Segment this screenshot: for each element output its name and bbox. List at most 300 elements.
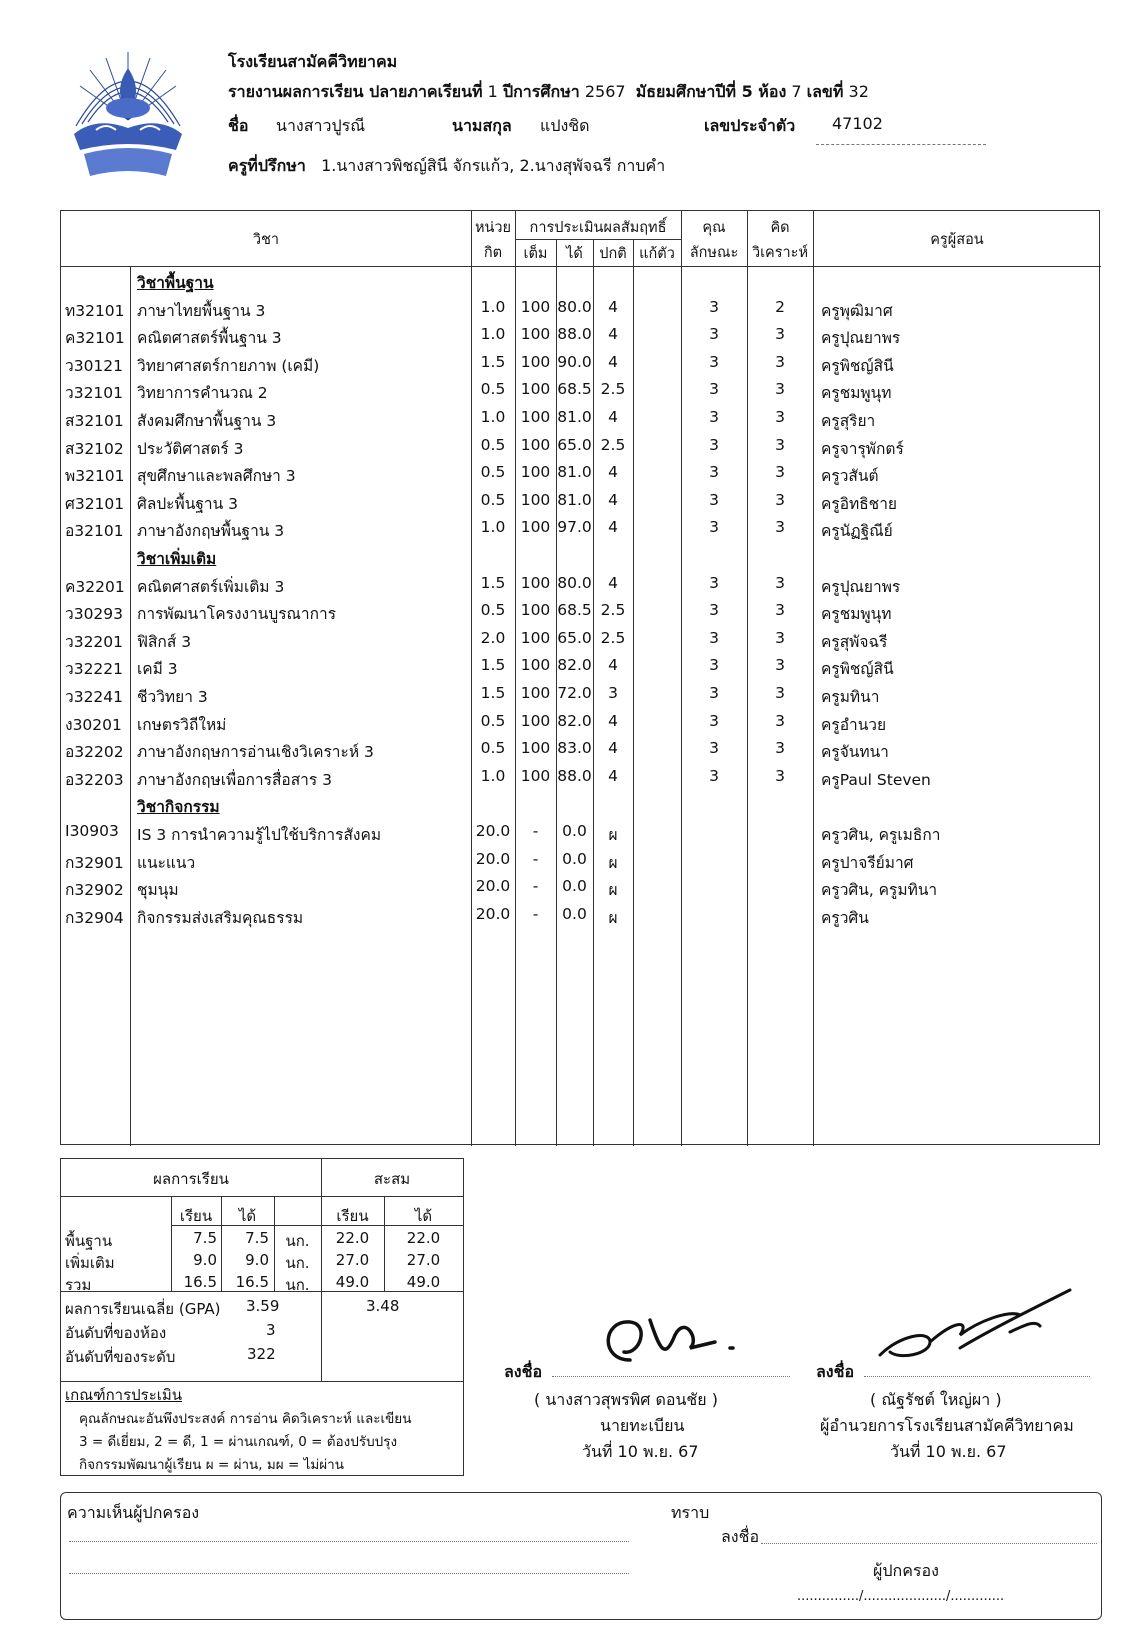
cell-full: 100 — [520, 684, 551, 702]
cell-char: 3 — [709, 490, 719, 509]
student-id-label: เลขประจำตัว — [704, 116, 796, 135]
cell-grade: ผ — [608, 908, 618, 927]
table-row — [61, 295, 1101, 323]
table-row — [61, 377, 1101, 405]
registrar-title: นายทะเบียน — [600, 1416, 685, 1435]
cell-name: ฟิสิกส์ 3 — [137, 632, 192, 651]
summary-got-header: ได้ — [238, 1207, 257, 1225]
name-label: ชื่อ — [228, 116, 249, 135]
cell-grade: 4 — [608, 490, 618, 509]
criteria-line-3: กิจกรรมพัฒนาผู้เรียน ผ = ผ่าน, มผ = ไม่ผ่าน — [79, 1457, 344, 1473]
cell-full: 100 — [520, 297, 551, 316]
parent-sign-label: ลงชื่อ — [721, 1527, 760, 1546]
table-row — [61, 681, 1101, 709]
table-row — [61, 626, 1101, 654]
table-row — [61, 847, 1101, 875]
id-dotted-line — [816, 144, 986, 145]
col-got: ได้ — [566, 246, 583, 262]
cell-got: 90.0 — [557, 352, 592, 371]
cell-code: ก32902 — [65, 881, 124, 900]
cell-char: 3 — [709, 739, 719, 758]
cell-grade: 4 — [608, 518, 618, 537]
advisor-line — [228, 154, 665, 179]
cell-unit: 0.5 — [480, 435, 506, 454]
cell-unit: 1.0 — [480, 518, 506, 537]
criteria-line-1: คุณลักษณะอันพึงประสงค์ การอ่าน คิดวิเคราะห์ และเขียน — [79, 1411, 412, 1427]
cell-unit: 0.5 — [480, 490, 506, 509]
cell-code: ก32901 — [65, 853, 124, 872]
cell-grade: 2.5 — [600, 628, 626, 647]
table-row — [61, 653, 1101, 681]
report-year: 2567 — [584, 82, 626, 101]
cell-teacher: ครูพิชญ์สินี — [821, 356, 894, 375]
cell-got: 82.0 — [557, 656, 592, 675]
table-row — [61, 874, 1101, 902]
summary-acc-got: 49.0 — [406, 1273, 441, 1291]
director-signature — [860, 1280, 1080, 1380]
cell-think: 3 — [775, 518, 785, 537]
cell-char: 3 — [709, 463, 719, 482]
summary-result-header: ผลการเรียน — [153, 1170, 229, 1188]
parent-comment-line-1[interactable] — [69, 1541, 629, 1542]
cell-char: 3 — [709, 325, 719, 344]
cell-name: คณิตศาสตร์เพิ่มเติม 3 — [137, 577, 285, 596]
cell-code: อ32203 — [65, 770, 124, 789]
criteria-line-2: 3 = ดีเยี่ยม, 2 = ดี, 1 = ผ่านเกณฑ์, 0 = ต้องปรับปรุง — [79, 1434, 398, 1450]
cell-name: IS 3 การนำความรู้ไปใช้บริการสังคม — [137, 826, 382, 844]
cell-char: 3 — [709, 601, 719, 620]
report-room: 7 — [791, 82, 802, 101]
table-row — [61, 515, 1101, 543]
gpa-label: ผลการเรียนเฉลี่ย (GPA) — [65, 1300, 221, 1318]
cell-char: 3 — [709, 380, 719, 399]
cell-full: 100 — [520, 463, 551, 482]
cell-full: 100 — [520, 656, 551, 675]
cell-unit: 1.0 — [480, 766, 506, 785]
cell-think: 2 — [775, 297, 785, 316]
cell-think: 3 — [775, 463, 785, 482]
cell-teacher: ครูสุริยา — [821, 412, 876, 430]
rank-level-label: อันดับที่ของระดับ — [65, 1348, 176, 1366]
registrar-signature — [590, 1300, 760, 1380]
gpa-accum-value: 3.48 — [366, 1297, 400, 1315]
table-row — [61, 405, 1101, 433]
cell-grade: ผ — [608, 826, 618, 844]
cell-got: 0.0 — [562, 822, 587, 840]
summary-got: 7.5 — [245, 1229, 269, 1247]
cell-think: 3 — [775, 711, 785, 730]
summary-label: รวม — [65, 1276, 92, 1294]
cell-char: 3 — [709, 684, 719, 702]
cell-char: 3 — [709, 656, 719, 675]
summary-acc-study: 49.0 — [335, 1273, 370, 1291]
cell-teacher: ครูอิทธิชาย — [821, 494, 897, 513]
cell-teacher: ครูวศิน, ครูมทินา — [821, 881, 938, 900]
cell-grade: 3 — [608, 684, 618, 702]
cell-full: - — [532, 849, 539, 868]
summary-acc-study-header: เรียน — [336, 1207, 369, 1225]
cell-teacher: ครูจันทนา — [821, 743, 889, 762]
cell-got: 81.0 — [557, 490, 592, 509]
cell-full: 100 — [520, 435, 551, 454]
school-logo — [66, 46, 190, 186]
cell-think: 3 — [775, 325, 785, 344]
rank-level-value: 322 — [247, 1345, 276, 1363]
summary-label: เพิ่มเติม — [65, 1254, 115, 1272]
cell-name: เคมี 3 — [137, 660, 178, 679]
cell-unit: 20.0 — [475, 822, 511, 840]
cell-think: 3 — [775, 601, 785, 620]
cell-teacher: ครูวศิน — [821, 908, 869, 927]
cell-char: 3 — [709, 435, 719, 454]
section-header — [61, 543, 1101, 571]
parent-ack-label: ทราบ — [671, 1503, 710, 1522]
cell-got: 0.0 — [562, 904, 587, 923]
summary-label: พื้นฐาน — [65, 1232, 113, 1250]
summary-unit: นก. — [285, 1254, 310, 1272]
col-think-2: วิเคราะห์ — [751, 245, 809, 261]
cell-unit: 1.5 — [480, 656, 506, 675]
summary-got: 9.0 — [245, 1251, 269, 1269]
cell-got: 80.0 — [557, 573, 592, 592]
table-row — [61, 598, 1101, 626]
table-row — [61, 488, 1101, 516]
cell-name: วิทยาการคำนวณ 2 — [137, 384, 268, 403]
student-id: 47102 — [832, 114, 883, 133]
registrar-date: วันที่ 10 พ.ย. 67 — [582, 1442, 699, 1461]
student-name: นางสาวปูรณี — [276, 116, 366, 135]
no-label: เลขที่ — [806, 82, 844, 101]
parent-comment-box — [60, 1492, 1102, 1620]
cell-grade: 2.5 — [600, 435, 626, 454]
parent-label: ผู้ปกครอง — [873, 1561, 939, 1580]
parent-comment-line-2[interactable] — [69, 1573, 629, 1574]
table-row — [61, 764, 1101, 792]
cell-grade: 4 — [608, 739, 618, 758]
cell-code: ค32201 — [65, 577, 125, 596]
cell-unit: 0.5 — [480, 601, 506, 620]
director-title: ผู้อำนวยการโรงเรียนสามัคคีวิทยาคม — [820, 1416, 1074, 1435]
table-row — [61, 322, 1101, 350]
cell-full: 100 — [520, 408, 551, 426]
cell-unit: 0.5 — [480, 739, 506, 758]
cell-got: 81.0 — [557, 463, 592, 482]
cell-got: 72.0 — [557, 684, 592, 702]
cell-grade: ผ — [608, 881, 618, 900]
cell-name: ประวัติศาสตร์ 3 — [137, 439, 244, 458]
cell-grade: 4 — [608, 297, 618, 316]
cell-think: 3 — [775, 684, 785, 702]
director-sign-label: ลงชื่อ — [816, 1362, 855, 1381]
cell-code: ว32221 — [65, 660, 124, 679]
cell-full: 100 — [520, 325, 551, 344]
report-no: 32 — [848, 82, 869, 101]
col-full: เต็ม — [523, 246, 548, 262]
cell-grade: 4 — [608, 463, 618, 482]
cell-think: 3 — [775, 573, 785, 592]
rank-room-value: 3 — [266, 1321, 276, 1339]
summary-acc-got: 27.0 — [406, 1251, 441, 1269]
school-name: โรงเรียนสามัคคีวิทยาคม — [228, 52, 398, 71]
cell-unit: 0.5 — [480, 380, 506, 399]
summary-acc-study: 22.0 — [335, 1229, 370, 1247]
col-unit-1: หน่วย — [474, 220, 512, 236]
cell-teacher: ครูปาจรีย์มาศ — [821, 853, 914, 872]
cell-full: 100 — [520, 739, 551, 758]
cell-name: กิจกรรมส่งเสริมคุณธรรม — [137, 908, 304, 927]
cell-think: 3 — [775, 408, 785, 426]
cell-grade: 2.5 — [600, 601, 626, 620]
cell-got: 65.0 — [557, 628, 592, 647]
cell-code: พ32101 — [65, 467, 125, 486]
cell-teacher: ครูจารุพักตร์ — [821, 439, 904, 458]
cell-code: ส32102 — [65, 439, 124, 458]
cell-name: สุขศึกษาและพลศึกษา 3 — [137, 467, 296, 486]
report-term: 1 — [487, 82, 498, 101]
cell-unit: 0.5 — [480, 463, 506, 482]
cell-unit: 20.0 — [475, 849, 511, 868]
table-row — [61, 571, 1101, 599]
cell-full: - — [532, 877, 539, 896]
advisor-names: 1.นางสาวพิชญ์สินี จักรแก้ว, 2.นางสุพัจฉรี กาบคำ — [321, 156, 666, 175]
cell-got: 97.0 — [557, 518, 592, 537]
summary-study: 7.5 — [193, 1229, 217, 1247]
criteria-title: เกณฑ์การประเมิน — [65, 1386, 183, 1404]
col-normal: ปกติ — [599, 246, 627, 262]
cell-unit: 0.5 — [480, 711, 506, 730]
cell-unit: 1.5 — [480, 684, 506, 702]
cell-unit: 20.0 — [475, 904, 511, 923]
cell-code: ว32241 — [65, 688, 124, 706]
summary-study-header: เรียน — [179, 1207, 213, 1225]
cell-grade: ผ — [608, 853, 618, 872]
cell-unit: 1.0 — [480, 325, 506, 344]
cell-name: ภาษาอังกฤษเพื่อการสื่อสาร 3 — [137, 770, 332, 789]
cell-unit: 1.5 — [480, 352, 506, 371]
cell-think: 3 — [775, 352, 785, 371]
cell-code: ค32101 — [65, 329, 125, 348]
cell-got: 68.5 — [557, 601, 592, 620]
col-teacher: ครูผู้สอน — [930, 232, 984, 248]
cell-teacher: ครูพุฒิมาศ — [821, 301, 893, 320]
cell-full: 100 — [520, 628, 551, 647]
cell-code: อ32101 — [65, 522, 124, 541]
report-label: รายงานผลการเรียน ปลายภาคเรียนที่ — [228, 82, 483, 101]
cell-think: 3 — [775, 739, 785, 758]
cell-full: 100 — [520, 380, 551, 399]
summary-accum-header: สะสม — [373, 1170, 411, 1188]
cell-grade: 4 — [608, 656, 618, 675]
cell-code: ว32201 — [65, 632, 124, 651]
cell-think: 3 — [775, 628, 785, 647]
cell-code: ว30293 — [65, 605, 124, 624]
cell-grade: 2.5 — [600, 380, 626, 399]
surname-label: นามสกุล — [452, 116, 512, 135]
col-assess: การประเมินผลสัมฤทธิ์ — [529, 220, 667, 236]
cell-unit: 1.5 — [480, 573, 506, 592]
cell-name: แนะแนว — [137, 853, 196, 872]
table-row — [61, 350, 1101, 378]
cell-char: 3 — [709, 518, 719, 537]
cell-name: ภาษาอังกฤษการอ่านเชิงวิเคราะห์ 3 — [137, 743, 374, 762]
cell-think: 3 — [775, 656, 785, 675]
cell-name: ชุมนุม — [137, 881, 179, 900]
cell-full: 100 — [520, 601, 551, 620]
cell-code: ก32904 — [65, 908, 124, 927]
cell-name: ภาษาไทยพื้นฐาน 3 — [137, 301, 266, 320]
parent-comment-label: ความเห็นผู้ปกครอง — [67, 1503, 200, 1522]
cell-got: 65.0 — [557, 435, 592, 454]
summary-box — [60, 1158, 464, 1476]
summary-got: 16.5 — [235, 1273, 269, 1291]
registrar-sign-line — [552, 1376, 790, 1377]
cell-code: ส32101 — [65, 412, 124, 430]
cell-got: 0.0 — [562, 849, 587, 868]
summary-study: 9.0 — [193, 1251, 217, 1269]
cell-code: I30903 — [65, 822, 119, 840]
year-label: ปีการศึกษา — [502, 82, 580, 101]
table-row — [61, 460, 1101, 488]
cell-char: 3 — [709, 297, 719, 316]
parent-date-line: .............../..................../............. — [797, 1589, 1005, 1604]
section-header — [61, 791, 1101, 819]
cell-got: 68.5 — [557, 380, 592, 399]
cell-teacher: ครูชมพูนุท — [821, 384, 892, 403]
cell-grade: 4 — [608, 408, 618, 426]
cell-code: ท32101 — [65, 301, 125, 320]
registrar-name: ( นางสาวสุพรพิศ ดอนชัย ) — [534, 1390, 718, 1409]
summary-unit: นก. — [285, 1276, 310, 1294]
col-char-2: ลักษณะ — [689, 245, 739, 261]
cell-teacher: ครูสุพัจฉรี — [821, 632, 888, 651]
summary-unit: นก. — [285, 1232, 310, 1250]
cell-char: 3 — [709, 628, 719, 647]
cell-name: การพัฒนาโครงงานบูรณาการ — [137, 605, 337, 624]
cell-full: - — [532, 822, 539, 840]
cell-code: ง30201 — [65, 715, 122, 734]
cell-grade: 4 — [608, 573, 618, 592]
cell-teacher: ครูวศิน, ครูเมธิกา — [821, 826, 941, 844]
cell-unit: 1.0 — [480, 408, 506, 426]
cell-full: 100 — [520, 766, 551, 785]
cell-code: ว32101 — [65, 384, 124, 403]
cell-unit: 1.0 — [480, 297, 506, 316]
section-header — [61, 267, 1101, 295]
cell-teacher: ครูPaul Steven — [821, 770, 931, 789]
col-think-1: คิด — [770, 220, 790, 236]
cell-got: 82.0 — [557, 711, 592, 730]
report-title-line — [228, 80, 869, 105]
cell-name: วิทยาศาสตร์กายภาพ (เคมี) — [137, 356, 320, 375]
table-row — [61, 819, 1101, 847]
table-row — [61, 902, 1101, 930]
cell-teacher: ครูพิชญ์สินี — [821, 660, 894, 679]
grades-table — [60, 210, 1100, 1145]
cell-name: สังคมศึกษาพื้นฐาน 3 — [137, 412, 277, 430]
cell-think: 3 — [775, 490, 785, 509]
registrar-sign-label: ลงชื่อ — [504, 1362, 543, 1381]
cell-grade: 4 — [608, 766, 618, 785]
cell-full: - — [532, 904, 539, 923]
cell-teacher: ครูมทินา — [821, 688, 880, 706]
cell-name: ภาษาอังกฤษพื้นฐาน 3 — [137, 522, 285, 541]
cell-got: 0.0 — [562, 877, 587, 896]
director-date: วันที่ 10 พ.ย. 67 — [890, 1442, 1007, 1461]
parent-sign-line[interactable] — [761, 1543, 1097, 1544]
rank-room-label: อันดับที่ของห้อง — [65, 1324, 167, 1342]
section-title: วิชากิจกรรม — [137, 798, 220, 817]
cell-name: เกษตรวิถีใหม่ — [137, 715, 227, 734]
gpa-value: 3.59 — [246, 1297, 280, 1315]
summary-acc-study: 27.0 — [335, 1251, 370, 1269]
cell-teacher: ครูอำนวย — [821, 715, 887, 734]
grade-label: มัธยมศึกษาปีที่ 5 ห้อง — [635, 82, 787, 101]
cell-name: คณิตศาสตร์พื้นฐาน 3 — [137, 329, 282, 348]
cell-full: 100 — [520, 490, 551, 509]
cell-full: 100 — [520, 352, 551, 371]
student-surname: แปงชิด — [540, 116, 590, 135]
cell-teacher: ครูปุณยาพร — [821, 329, 901, 348]
cell-got: 88.0 — [557, 766, 592, 785]
cell-got: 80.0 — [557, 297, 592, 316]
cell-char: 3 — [709, 352, 719, 371]
section-title: วิชาพื้นฐาน — [137, 274, 214, 292]
section-title: วิชาเพิ่มเติม — [137, 550, 217, 568]
cell-char: 3 — [709, 408, 719, 426]
cell-teacher: ครูชมพูนุท — [821, 605, 892, 624]
cell-char: 3 — [709, 766, 719, 785]
cell-think: 3 — [775, 380, 785, 399]
cell-teacher: ครูวสันต์ — [821, 467, 879, 486]
cell-grade: 4 — [608, 711, 618, 730]
director-sign-line — [864, 1376, 1090, 1377]
cell-got: 83.0 — [557, 739, 592, 758]
cell-name: ชีววิทยา 3 — [137, 688, 208, 706]
director-name: ( ณัฐรัชต์ ใหญ่ผา ) — [870, 1390, 1002, 1409]
advisor-label: ครูที่ปรึกษา — [228, 156, 306, 175]
cell-think: 3 — [775, 435, 785, 454]
cell-got: 81.0 — [557, 408, 592, 426]
cell-full: 100 — [520, 711, 551, 730]
cell-unit: 2.0 — [480, 628, 506, 647]
cell-code: ว30121 — [65, 356, 124, 375]
cell-unit: 20.0 — [475, 877, 511, 896]
summary-acc-got: 22.0 — [406, 1229, 441, 1247]
cell-name: ศิลปะพื้นฐาน 3 — [137, 494, 238, 513]
cell-grade: 4 — [608, 325, 618, 344]
cell-full: 100 — [520, 518, 551, 537]
cell-full: 100 — [520, 573, 551, 592]
cell-got: 88.0 — [557, 325, 592, 344]
cell-char: 3 — [709, 573, 719, 592]
summary-acc-got-header: ได้ — [414, 1207, 433, 1225]
cell-grade: 4 — [608, 352, 618, 371]
cell-think: 3 — [775, 766, 785, 785]
summary-study: 16.5 — [183, 1273, 217, 1291]
cell-code: อ32202 — [65, 743, 124, 762]
col-char-1: คุณ — [702, 220, 726, 236]
col-subject: วิชา — [252, 232, 280, 248]
table-row — [61, 709, 1101, 737]
table-row — [61, 433, 1101, 461]
cell-code: ศ32101 — [65, 494, 125, 513]
table-row — [61, 736, 1101, 764]
cell-char: 3 — [709, 711, 719, 730]
cell-teacher: ครูนัฏฐิณีย์ — [821, 522, 893, 541]
col-unit-2: กิต — [483, 245, 503, 261]
cell-teacher: ครูปุณยาพร — [821, 577, 901, 596]
col-fix: แก้ตัว — [639, 246, 675, 262]
